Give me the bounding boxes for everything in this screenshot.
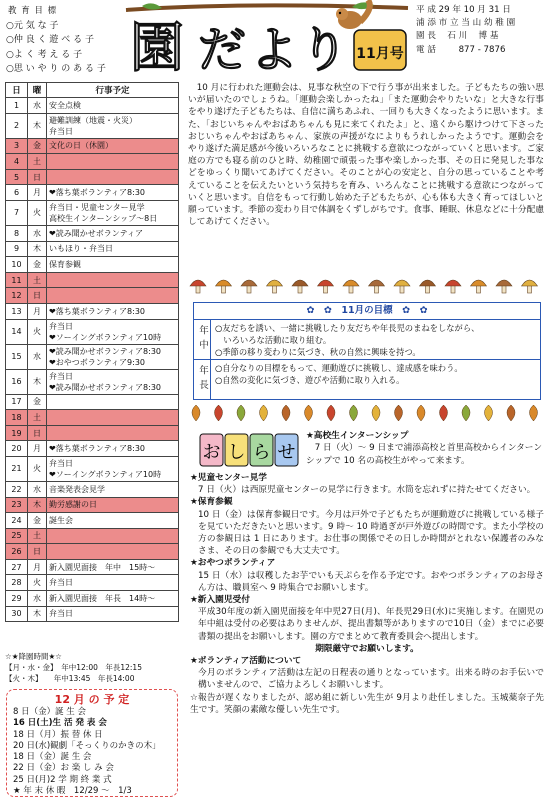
event-line: ❤読み聞かせボランティア8:30 [49,346,162,356]
row-events [47,513,179,529]
row-events [47,575,179,591]
event-line: 誕生会 [49,515,73,525]
mushroom-icon [445,280,461,293]
row-events [47,288,179,304]
row-day: 10 [6,257,28,273]
goal-label: 年中 [194,320,211,359]
schedule-row [6,138,179,154]
row-weekday: 火 [28,575,47,591]
notice-title: ★児童センター見学 [190,473,267,483]
schedule-row [6,559,179,575]
mushroom-icon [241,280,257,293]
row-events [47,606,179,622]
schedule-row [6,154,179,170]
row-weekday: 月 [28,303,47,319]
notice-title: ★保育参観 [190,497,233,508]
notice-body: 平成30年度の新入園児面接を年中児27日(月)、年長児29日(水)に実施します。在園児の年中組は受付の必要はありませんが、提出書類等がありますので10日（金）までに必要書類の提出をお願いします。園の方でまとめて教育委員会へ提出します。 [198,607,544,642]
col-header-weekday: 曜 [28,83,47,98]
row-events [47,272,179,288]
mushroom-border-illustration [188,275,544,295]
monthly-goal-title: ✿ ✿ 11月の目標 ✿ ✿ [194,303,540,320]
monthly-goal-box [193,302,541,400]
school-info [416,4,546,57]
row-events [47,441,179,457]
notice-body: 10 日（金）は保育参観日です。今月は戸外で子どもたちが運動遊びに挑戦している様子を見ていただきたいと思います。9 時～ 10 時過ぎが戸外遊びの時間です。また小学校の方の参観日は 1 日にあります。お仕事の関係でその日しか時間がとれない保護者のみなさま、その日の参観でも大丈夫です。 [198,509,544,557]
dismissal-line: 【月・水・金】 年中12:00 年長12:15 [5,663,142,672]
december-item: 20 日(水)観劇「そっくりのかきの木」 [13,740,161,751]
masthead-title [122,0,412,78]
leaf-icon [192,405,200,421]
event-line: 弁当日 [49,609,73,619]
event-line: 音楽発表会見学 [49,484,105,494]
row-day: 5 [6,169,28,185]
december-title: 12 月 の 予 定 [54,693,130,706]
schedule-row [6,272,179,288]
leaf-icon [395,405,403,421]
schedule-row [6,185,179,201]
schedule-row [6,241,179,257]
row-day: 20 [6,441,28,457]
schedule-table [5,82,179,622]
event-line: 弁当日 [49,126,73,136]
row-day: 15 [6,344,28,369]
row-events [47,591,179,607]
row-weekday: 月 [28,185,47,201]
leaf-border-illustration [188,403,544,423]
dismissal-title: ☆★降園時間★☆ [5,652,62,661]
december-item: 25 日(月)2 学 期 終 業 式 [13,774,112,785]
row-weekday: 日 [28,544,47,560]
mushroom-icon [420,280,436,293]
oshirase-char: し [227,442,246,463]
leaf-icon [372,405,380,421]
intro-paragraph: 10 月に行われた運動会は、見事な秋空の下で行う事が出来ました。子どもたちの強い思いが届いたのでしょうね。「運動会楽しかったね」「また運動会やりたいな」と大きな行事をやり遂げた子どもたちは、自信に満ちあふれ、一回りも大きくなったように思います。また、「おじいちゃんやおばあちゃんも見に来てくれたよ」と、遠くから駆けつけて下さったおじいちゃんやおばあちゃん、家族の声援がなによりもうれしかったようです。運動会を やり遂げた満足感が今後いろいろなことに挑戦する意欲につながっていくと思います。ご家庭の方でも寝る前のひと時、幼稚園で頑張った事や楽しかった事、その日に発見した事などをゆっくり聞いてあげてください。そのことが心の安定と、自分の思っていることや考えていることを伝えたいという気持ちを育み、いろんなことに挑戦する意欲につながっていくと思います。自信をもって行動し始めた子どもたちが、心も体も大きく育ってほしいと願っています。季節の変わり目で体調をくずしがちです。食事、睡眠、休息などに十分配慮してあげてください。 [188,83,545,228]
goal-line: ○自分なりの目標をもって、運動遊びに挑戦し、達成感を味わう。 [215,362,463,373]
goal-line: ○自然の変化に気づき、遊びや活動に取り入れる。 [215,374,405,385]
mushroom-icon [343,280,359,293]
leaf-icon [530,405,538,421]
leaf-icon [282,405,290,421]
issue-date: 平 成 29 年 10 月 31 日 [416,5,511,15]
event-line: ❤読み聞かせボランティア8:30 [49,382,162,392]
oshirase-char: せ [277,442,296,463]
row-day: 12 [6,288,28,304]
mushroom-icon [522,280,538,293]
row-day: 29 [6,591,28,607]
row-day: 26 [6,544,28,560]
schedule-row [6,288,179,304]
notice-title: ★ボランティア活動について [190,656,302,667]
row-day: 23 [6,497,28,513]
leaf-icon [485,405,493,421]
goal-line: いろいろな活動に取り組む。 [215,335,332,345]
internship-title: ★高校生インターンシップ [306,431,409,441]
row-events [47,303,179,319]
schedule-row [6,303,179,319]
row-day: 22 [6,481,28,497]
mushroom-icon [292,280,308,293]
principal-name: 園 長 石 川 博 基 [416,31,499,42]
schedule-row [6,344,179,369]
event-line: 勤労感謝の日 [49,500,97,510]
goal-item: ○仲 良 く 遊 べ る 子 [6,35,95,45]
schedule-row [6,528,179,544]
schedule-row [6,225,179,241]
oshirase-heading [198,430,302,470]
december-item: 16 日(土)生 活 発 表 会 [13,718,107,729]
row-day: 17 [6,394,28,410]
mushroom-icon [216,280,232,293]
row-day: 24 [6,513,28,529]
row-events [47,241,179,257]
row-weekday: 木 [28,606,47,622]
event-line: ❤おやつボランティア9:30 [49,357,146,367]
row-day: 16 [6,369,28,394]
row-weekday: 日 [28,169,47,185]
schedule-row [6,257,179,273]
row-weekday: 火 [28,319,47,344]
december-item: 18 日（金）誕 生 会 [13,752,92,763]
row-events [47,344,179,369]
row-weekday: 土 [28,154,47,170]
row-weekday: 土 [28,528,47,544]
event-line: 弁当日 [49,371,73,381]
internship-notice [306,430,544,467]
row-day: 3 [6,138,28,154]
mushroom-icon [267,280,283,293]
row-weekday: 土 [28,410,47,426]
schedule-row [6,456,179,481]
issue-label: 11月号 [356,46,404,62]
leaf-icon [237,405,245,421]
row-events [47,154,179,170]
row-weekday: 木 [28,369,47,394]
goal-row-nencho [194,360,540,400]
schedule-row [6,410,179,426]
schedule-rows [6,98,179,622]
december-item: 22 日（金）お 楽 し み 会 [13,763,114,774]
row-day: 8 [6,225,28,241]
mushroom-icon [394,280,410,293]
row-events [47,257,179,273]
staff-report: ☆報告が遅くなりましたが、認め組に新しい先生が 9月より赴任しました。玉城薬奈子先生です。笑顔の素敵な優しい先生です。 [190,692,544,715]
row-weekday: 日 [28,425,47,441]
event-line: いもほり・弁当日 [49,244,113,254]
row-weekday: 水 [28,225,47,241]
schedule-row [6,425,179,441]
schedule-row [6,575,179,591]
notice-body: 7 日（火）は西原児童センターの見学に行きます。水筒を忘れずに持たせてください。 [198,485,536,496]
row-weekday: 木 [28,241,47,257]
mushroom-icon [369,280,385,293]
schedule-row [6,441,179,457]
oshirase-char: お [202,442,221,463]
row-weekday: 金 [28,394,47,410]
mushroom-icon [318,280,334,293]
event-line: 新入園児面接 年中 15時～ [49,562,156,572]
schedule-row [6,481,179,497]
notice-body: 今月のボランティア活動は左記の日程表の通りとなっています。出来る時のお手伝いで構いませんので、ご協力よろしくお願いします。 [198,668,544,691]
schedule-row [6,319,179,344]
row-day: 6 [6,185,28,201]
row-weekday: 水 [28,98,47,114]
row-events [47,425,179,441]
row-day: 18 [6,410,28,426]
row-events [47,169,179,185]
goal-item: ○元 気 な 子 [6,20,59,31]
row-weekday: 金 [28,513,47,529]
row-events [47,369,179,394]
schedule-row [6,497,179,513]
leaf-icon [440,405,448,421]
event-line: ❤落ち葉ボランティア8:30 [49,306,146,316]
row-day: 27 [6,559,28,575]
leaf-icon [215,405,223,421]
row-day: 11 [6,272,28,288]
row-day: 30 [6,606,28,622]
row-events [47,138,179,154]
leaf-icon [462,405,470,421]
title-char: 園 [130,16,184,78]
notice-title: ★おやつボランティア [190,558,276,569]
december-schedule [6,689,178,797]
notice-title: ★新入園児受付 [190,595,250,606]
event-line: ❤ソーイングボランティア10時 [49,332,162,342]
schedule-row [6,369,179,394]
event-line: 弁当日 [49,321,73,331]
event-line: 高校生インターンシップ～8日 [49,213,158,223]
event-line: 文化の日（休園） [49,141,113,151]
mushroom-icon [471,280,487,293]
row-day: 28 [6,575,28,591]
event-line: 弁当日・児童センター見学 [49,202,145,212]
schedule-row [6,200,179,225]
row-weekday: 水 [28,481,47,497]
mushroom-icon [496,280,512,293]
row-day: 4 [6,154,28,170]
row-weekday: 火 [28,456,47,481]
december-item: ★ 年 末 休 暇 12/29 ～ 1/3 [13,786,132,797]
schedule-row [6,591,179,607]
row-weekday: 水 [28,344,47,369]
row-weekday: 日 [28,288,47,304]
notice-body: 15 日（水）は収穫したお芋でいも天ぷらを作る予定です。おやつボランティアのお母さん方は、職員室へ 9 時集合でお願いします。 [198,570,544,593]
oshirase-char: ら [252,442,271,463]
event-line: 安全点検 [49,100,81,110]
dismissal-line: 【火・木】 年中13:45 年長14:00 [5,674,135,683]
internship-body: 7 日（火）～ 9 日まで浦添高校と首里高校からインターンシップで 10 名の高校生がやって来ます。 [306,443,543,466]
schedule-row [6,169,179,185]
notices [190,472,544,716]
row-day: 21 [6,456,28,481]
notice-emphasis: 期限厳守でお願いします。 [315,643,419,654]
leaf-icon [260,405,268,421]
row-events [47,410,179,426]
event-line: 弁当日 [49,578,73,588]
row-weekday: 木 [28,113,47,138]
col-header-day: 日 [6,83,28,98]
leaf-icon [350,405,358,421]
event-line: 新入園児面接 年長 14時～ [49,593,156,603]
row-events [47,185,179,201]
title-char: り [300,22,349,78]
schedule-row [6,113,179,138]
title-char: だ [198,22,247,78]
row-day: 25 [6,528,28,544]
row-weekday: 土 [28,272,47,288]
education-goals [6,4,122,77]
row-events [47,225,179,241]
row-events [47,481,179,497]
event-line: ❤落ち葉ボランティア8:30 [49,188,146,198]
row-events [47,559,179,575]
leaf-icon [305,405,313,421]
event-line: ❤ソーイングボランティア10時 [49,469,162,479]
leaf-icon [507,405,515,421]
row-events [47,394,179,410]
schedule-row [6,544,179,560]
goal-item: ○思 い や り の あ る 子 [6,64,106,74]
dismissal-times [5,651,179,684]
row-events [47,528,179,544]
row-weekday: 金 [28,257,47,273]
december-item: 18 日（月）振 替 休 日 [13,729,103,740]
event-line: 避難訓練（地震・火災） [49,115,137,125]
col-header-events: 行事予定 [47,83,179,98]
mushroom-icon [190,280,206,293]
row-weekday: 水 [28,591,47,607]
row-day: 1 [6,98,28,114]
schedule-row [6,513,179,529]
row-day: 2 [6,113,28,138]
event-line: ❤落ち葉ボランティア8:30 [49,444,146,454]
schedule-row [6,98,179,114]
event-line: ❤読み聞かせボランティア [49,228,144,238]
goal-line: ○友だちを誘い、一緒に挑戦したり友だちや年長児のまねをしながら、 [215,323,480,333]
row-day: 13 [6,303,28,319]
goal-item: ○よ く 考 え る 子 [6,49,83,60]
goal-row-nenchu [194,320,540,360]
row-day: 7 [6,200,28,225]
phone-number: 電 話 877 - 7876 [416,44,506,55]
schedule-row [6,606,179,622]
row-events [47,98,179,114]
row-weekday: 月 [28,441,47,457]
row-events [47,497,179,513]
row-day: 9 [6,241,28,257]
goal-line: ○季節の移り変わりに気づき、秋の自然に興味を持つ。 [215,347,421,357]
row-events [47,319,179,344]
row-events [47,113,179,138]
row-weekday: 木 [28,497,47,513]
december-item: 8 日（金）誕 生 会 [13,707,87,717]
row-events [47,544,179,560]
goal-label: 年長 [194,360,211,400]
row-weekday: 火 [28,200,47,225]
goals-title: 教 育 目 標 [8,6,58,16]
title-char: よ [250,22,299,78]
row-weekday: 月 [28,559,47,575]
row-events [47,200,179,225]
leaf-icon [417,405,425,421]
row-day: 19 [6,425,28,441]
row-weekday: 金 [28,138,47,154]
leaf-icon [327,405,335,421]
row-day: 14 [6,319,28,344]
schedule-row [6,394,179,410]
event-line: 保育参観 [49,259,81,269]
school-name: 浦 添 市 立 当 山 幼 稚 園 [416,18,516,29]
row-events [47,456,179,481]
event-line: 弁当日 [49,458,73,468]
